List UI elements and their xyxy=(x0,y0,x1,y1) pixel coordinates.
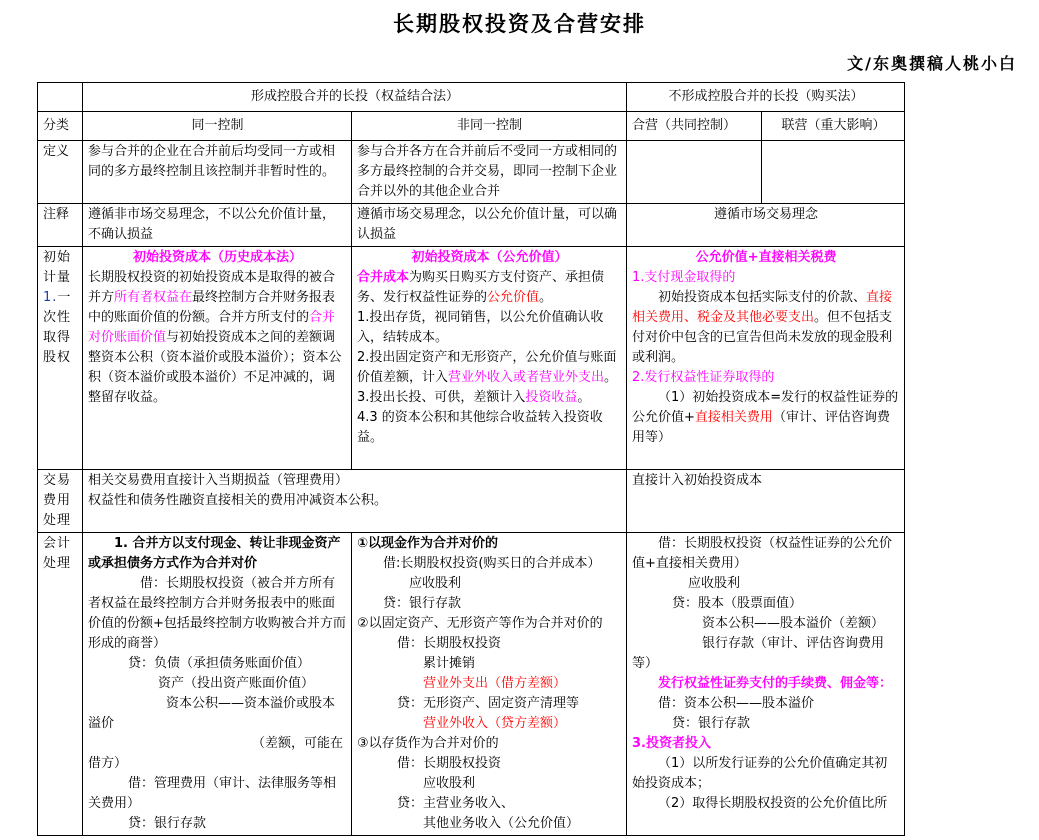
acct-diff-h1-cr: 贷：银行存款 xyxy=(383,596,462,611)
row-initial-measurement xyxy=(38,247,905,470)
row-transaction-cost xyxy=(38,470,905,533)
category-label: 分类 xyxy=(38,112,83,141)
transaction-left-1: 相关交易费用直接计入当期损益（管理费用） xyxy=(88,473,349,488)
accounting-right xyxy=(627,533,905,836)
definition-diff-control: 参与合并各方在合并前后不受同一方或相同的多方最终控制的合并交易，即同一控制下企业合并以外的其他企业合并 xyxy=(352,141,627,204)
row-label-accounting: 会计处理 xyxy=(38,533,83,836)
initial-label-main: 初始计量 xyxy=(43,250,72,285)
acct-right-dr: 借：长期股权投资（权益性证券的公允价值+直接相关费用） xyxy=(632,536,893,571)
comparison-table xyxy=(37,82,905,836)
row-label-transaction: 交易费用处理 xyxy=(38,470,83,533)
initial-right-s1-b: 直接相关费用、税金及其他必要支出 xyxy=(632,290,893,325)
acct-same-dr1: 借：长期股权投资（被合并方所有者权益在最终控制方合并财务报表中的账面价值的份额+包括最终控制方收购被合并方而形成的商誉） xyxy=(88,576,346,651)
header-category-row xyxy=(38,112,905,141)
acct-right-cr: 贷：股本（股票面值） xyxy=(672,596,803,611)
initial-diff-text-a: 合并成本 xyxy=(357,270,410,285)
acct-diff-h2-cr: 贷：无形资产、固定资产清理等 xyxy=(397,696,580,711)
acct-right-s3-1: （1）以所发行证券的公允价值确定其初始投资成本； xyxy=(632,756,888,791)
acct-diff-h2-cr2: 营业外收入（贷方差额） xyxy=(423,716,567,731)
initial-diff-item3-b: 投资收益 xyxy=(525,390,578,405)
row-label-note: 注释 xyxy=(38,204,83,247)
initial-same-text-c: 最终控制方合并财务报表中的账面价值的份额。合并方所支付的 xyxy=(88,290,336,325)
initial-right-s2-c: （审计、评估咨询费用等） xyxy=(632,410,890,445)
transaction-left-2: 权益性和债务性融资直接相关的费用冲减资本公积。 xyxy=(88,493,388,508)
acct-diff-h3-cr2: 其他业务收入（公允价值） xyxy=(423,816,580,831)
initial-diff-item4: 4.3 的资本公积和其他综合收益转入投资收益。 xyxy=(357,410,603,445)
acct-same-cr3: 资本公积——资本溢价或股本溢价 xyxy=(88,696,336,731)
definition-associate xyxy=(762,141,905,204)
row-definition xyxy=(38,141,905,204)
note-diff-control: 遵循市场交易理念，以公允价值计量，可以确认损益 xyxy=(352,204,627,247)
acct-same-dr2: 借：管理费用（审计、法律服务等相关费用） xyxy=(88,776,337,811)
header-group-right: 不形成控股合并的长投（购买法） xyxy=(627,83,905,112)
acct-diff-h3: ③以存货作为合并对价的 xyxy=(357,736,499,751)
initial-same-heading: 初始投资成本（历史成本法） xyxy=(132,250,302,265)
col-header-associate: 联营（重大影响） xyxy=(762,112,905,141)
acct-right-fee-dr: 借：资本公积——股本溢价 xyxy=(658,696,815,711)
acct-same-cr3-note: （差额，可能在借方） xyxy=(88,736,344,771)
initial-same-text-b: 所有者权益在 xyxy=(114,290,193,305)
acct-same-cr1: 贷：负债（承担债务账面价值） xyxy=(128,656,311,671)
initial-same-text-a: 长期股权投资的初始投资成本是取得的被合并方 xyxy=(88,270,336,305)
accounting-same-control xyxy=(83,533,352,836)
definition-same-control: 参与合并的企业在合并前后均受同一方或相同的多方最终控制且该控制并非暂时性的。 xyxy=(83,141,352,204)
acct-right-cr3: 银行存款（审计、评估咨询费用等） xyxy=(632,636,885,671)
acct-diff-h1-dr2: 应收股利 xyxy=(409,576,462,591)
definition-joint-venture xyxy=(627,141,762,204)
initial-right-heading: 公允价值+直接相关税费 xyxy=(695,250,837,265)
initial-right xyxy=(627,247,905,470)
row-label-definition: 定义 xyxy=(38,141,83,204)
initial-same-text-d: 合并对价账面价值 xyxy=(88,310,336,345)
initial-diff-control xyxy=(352,247,627,470)
acct-diff-h3-cr: 贷：主营业务收入、 xyxy=(397,796,515,811)
col-header-diff-control: 非同一控制 xyxy=(352,112,627,141)
initial-diff-item2-c: 。 xyxy=(604,370,618,385)
header-group-row xyxy=(38,83,905,112)
acct-right-s3-2: （2）取得长期股权投资的公允价值比所 xyxy=(658,796,888,811)
transaction-right: 直接计入初始投资成本 xyxy=(627,470,905,533)
initial-right-s1-a: 初始投资成本包括实际支付的价款、 xyxy=(658,290,867,305)
acct-right-fee-heading: 发行权益性证券支付的手续费、佣金等： xyxy=(658,676,893,691)
initial-diff-item3-a: 3.投出长投、可供，差额计入 xyxy=(357,390,526,405)
note-same-control: 遵循非市场交易理念，不以公允价值计量，不确认损益 xyxy=(83,204,352,247)
note-right: 遵循市场交易理念 xyxy=(627,204,905,247)
transaction-left xyxy=(83,470,627,533)
initial-diff-text-b: 为购买日购买方支付资产、承担债务、发行权益性证券的 xyxy=(357,270,605,305)
initial-same-control xyxy=(83,247,352,470)
row-label-initial xyxy=(38,247,83,470)
acct-diff-h3-dr2: 应收股利 xyxy=(423,776,476,791)
accounting-diff-control xyxy=(352,533,627,836)
acct-diff-h1: ①以现金作为合并对价的 xyxy=(357,536,499,551)
initial-diff-item3-c: 。 xyxy=(577,390,591,405)
initial-right-s1: 1.支付现金取得的 xyxy=(632,270,736,285)
initial-diff-item2-b: 营业外收入或者营业外支出 xyxy=(448,370,605,385)
acct-diff-h2-dr2: 累计摊销 xyxy=(423,656,476,671)
acct-right-cr2: 资本公积——股本溢价（差额） xyxy=(702,616,885,631)
initial-diff-text-c: 公允价值 xyxy=(487,290,540,305)
header-corner-cell xyxy=(38,83,83,112)
acct-diff-h1-dr: 借:长期股权投资(购买日的合并成本） xyxy=(383,556,601,571)
row-accounting xyxy=(38,533,905,836)
initial-right-s2-a: （1）初始投资成本=发行的权益性证券的公允价值+ xyxy=(632,390,899,425)
initial-diff-text-d: 。 xyxy=(539,290,553,305)
header-group-left: 形成控股合并的长投（权益结合法） xyxy=(83,83,627,112)
author-byline: 文/东奥撰稿人桃小白 xyxy=(847,54,1017,73)
acct-diff-h2: ②以固定资产、无形资产等作为合并对价的 xyxy=(357,616,603,631)
acct-diff-h2-dr: 借：长期股权投资 xyxy=(397,636,502,651)
initial-label-num: 1. xyxy=(43,290,58,305)
col-header-joint-venture: 合营（共同控制） xyxy=(627,112,762,141)
acct-right-dr2: 应收股利 xyxy=(688,576,741,591)
initial-diff-heading: 初始投资成本（公允价值） xyxy=(411,250,568,265)
acct-diff-h2-dr3: 营业外支出（借方差额） xyxy=(423,676,567,691)
initial-diff-item2-a: 2.投出固定资产和无形资产，公允价值与账面价值差额，计入 xyxy=(357,350,617,385)
acct-right-fee-cr: 贷：银行存款 xyxy=(672,716,751,731)
acct-diff-h3-dr: 借：长期股权投资 xyxy=(397,756,502,771)
page-title: 长期股权投资及合营安排 xyxy=(393,11,646,36)
col-header-same-control: 同一控制 xyxy=(83,112,352,141)
initial-right-s2: 2.发行权益性证券取得的 xyxy=(632,370,775,385)
acct-same-cr2: 资产（投出资产账面价值） xyxy=(158,676,315,691)
initial-same-text-e: 与初始投资成本之间的差额调整资本公积（资本溢价或股本溢价）；资本公积（资本溢价或股本溢价）不足冲减的，调整留存收益。 xyxy=(88,330,342,405)
row-note xyxy=(38,204,905,247)
initial-label-rest: 一次性取得股权 xyxy=(43,290,72,365)
acct-right-s3: 3.投资者投入 xyxy=(632,736,711,751)
acct-same-cr4: 贷：银行存款 xyxy=(128,816,207,831)
acct-same-heading: 1. 合并方以支付现金、转让非现金资产或承担债务方式作为合并对价 xyxy=(88,536,341,571)
initial-diff-item1: 1.投出存货，视同销售，以公允价值确认收入，结转成本。 xyxy=(357,310,604,345)
initial-right-s2-b: 直接相关费用 xyxy=(694,410,773,425)
initial-right-s1-c: 。但不包括支付对价中包含的已宣告但尚未发放的现金股利或利润。 xyxy=(632,310,893,365)
